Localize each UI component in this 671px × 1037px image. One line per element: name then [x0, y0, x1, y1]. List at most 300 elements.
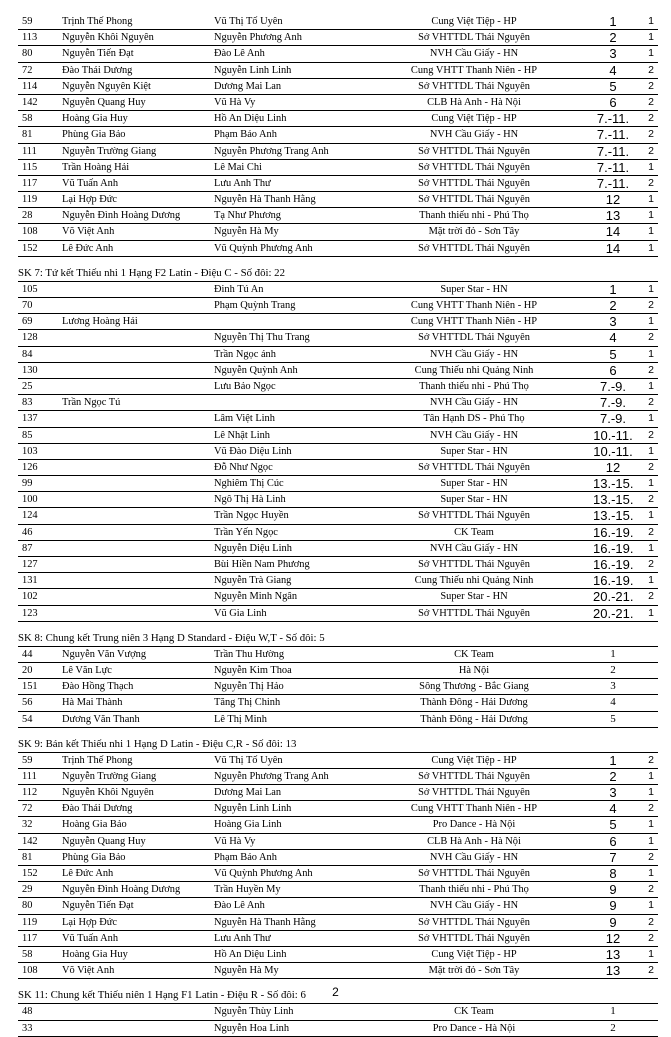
couple-number: 72 [22, 64, 33, 76]
club-name: Sở VHTTDL Thái Nguyên [418, 916, 530, 928]
female-dancer: Dương Mai Lan [214, 787, 282, 799]
couple-number: 152 [22, 868, 38, 879]
female-dancer: Nguyễn Thùy Linh [214, 1006, 294, 1018]
round-mark: 1 [648, 47, 654, 60]
female-dancer: Vũ Thị Tố Uyên [214, 16, 283, 27]
male-dancer: Võ Việt Anh [62, 965, 115, 977]
round-mark: 1 [648, 282, 654, 295]
table-row [18, 160, 658, 176]
male-dancer: Lê Đức Anh [62, 242, 114, 254]
round-mark: 1 [648, 477, 654, 490]
round-mark: 1 [648, 379, 654, 392]
club-name: Sở VHTTDL Thái Nguyên [418, 932, 530, 944]
round-mark: 2 [648, 915, 654, 928]
club-name: Sở VHTTDL Thái Nguyên [418, 607, 530, 619]
couple-number: 69 [22, 316, 33, 328]
table-row [18, 241, 658, 257]
table-row [18, 347, 658, 363]
female-dancer: Tăng Thị Chinh [214, 697, 281, 709]
placement: 1 [610, 647, 616, 660]
male-dancer: Phùng Gia Bảo [62, 129, 126, 141]
couple-number: 83 [22, 397, 33, 409]
club-name: Sở VHTTDL Thái Nguyên [418, 787, 530, 799]
couple-number: 124 [22, 510, 38, 522]
female-dancer: Nguyễn Quỳnh Anh [214, 364, 298, 376]
table-row [18, 224, 658, 240]
club-name: NVH Cầu Giấy - HN [429, 851, 519, 863]
club-name: Sở VHTTDL Thái Nguyên [418, 559, 530, 570]
round-mark: 2 [648, 590, 654, 603]
male-dancer: Dương Văn Thanh [62, 713, 140, 725]
male-dancer: Trịnh Thế Phong [62, 16, 133, 27]
club-name: Super Star - HN [440, 591, 508, 603]
couple-number: 87 [22, 542, 33, 554]
couple-number: 33 [22, 1022, 33, 1034]
female-dancer: Nguyễn Hà My [214, 226, 279, 238]
couple-number: 32 [22, 819, 33, 831]
couple-number: 128 [22, 332, 38, 344]
round-mark: 2 [648, 144, 654, 157]
couple-number: 113 [22, 32, 38, 44]
placement: 13 [605, 208, 621, 224]
round-mark: 2 [648, 883, 654, 896]
female-dancer: Hồ An Diệu Linh [214, 113, 287, 125]
round-mark: 1 [648, 786, 654, 799]
results-page [18, 14, 658, 1037]
club-name: CK Team [454, 526, 494, 538]
female-dancer: Vũ Gia Linh [214, 607, 267, 619]
placement: 16.-19. [593, 557, 634, 572]
placement: 12 [605, 192, 621, 208]
couple-number: 108 [22, 226, 38, 238]
table-row [18, 898, 658, 914]
round-mark: 2 [648, 802, 654, 815]
placement: 4 [609, 62, 617, 78]
placement: 16.-19. [593, 524, 634, 540]
female-dancer: Nguyễn Phương Anh [214, 32, 302, 44]
placement: 1 [609, 281, 617, 297]
female-dancer: Ngô Thị Hà Linh [214, 494, 286, 506]
female-dancer: Hoàng Gia Linh [214, 819, 282, 831]
placement: 13.-15. [593, 508, 634, 524]
table-row [18, 63, 658, 79]
table-row [18, 663, 658, 679]
section-title-sk11: SK 11: Chung kết Thiếu niên 1 Hạng F1 Latin - Điệu R - Số đôi: 6 [18, 988, 658, 1004]
round-mark: 2 [648, 112, 654, 125]
table-row [18, 460, 658, 476]
placement: 7.-11. [596, 143, 630, 159]
placement: 13.-15. [593, 476, 634, 492]
round-mark: 2 [648, 428, 654, 441]
female-dancer: Trần Ngọc ánh [214, 348, 276, 360]
female-dancer: Nguyễn Hà Thanh Hằng [214, 916, 316, 928]
round-mark: 2 [648, 558, 654, 570]
male-dancer: Nguyễn Trường Giang [62, 145, 157, 157]
table-row [18, 712, 658, 728]
placement: 3 [610, 680, 616, 693]
club-name: Cung VHTT Thanh Niên - HP [410, 803, 538, 815]
club-name: Cung Việt Tiệp - HP [431, 948, 517, 960]
club-name: Cung Thiếu nhi Quảng Ninh [414, 575, 534, 587]
placement: 1 [609, 14, 617, 29]
club-name: Mặt trời đỏ - Sơn Tây [428, 226, 520, 238]
section-sk8-rows [18, 647, 658, 728]
round-mark: 1 [648, 947, 654, 960]
club-name: Sở VHTTDL Thái Nguyên [418, 177, 530, 189]
female-dancer: Nguyễn Linh Linh [214, 803, 292, 815]
male-dancer: Phùng Gia Bảo [62, 851, 126, 863]
table-row [18, 753, 658, 769]
female-dancer: Nguyễn Phương Trang Anh [214, 145, 329, 157]
section-title-sk7: SK 7: Tứ kết Thiếu nhi 1 Hạng F2 Latin - Điệu C - Số đôi: 22 [18, 266, 658, 282]
male-dancer: Lương Hoàng Hải [62, 316, 138, 328]
female-dancer: Tạ Như Phương [214, 210, 281, 222]
table-row [18, 963, 658, 979]
female-dancer: Nguyễn Thị Hảo [214, 681, 284, 693]
couple-number: 20 [22, 664, 33, 676]
club-name: NVH Cầu Giấy - HN [429, 129, 519, 141]
round-mark: 2 [648, 95, 654, 108]
table-row [18, 850, 658, 866]
table-row [18, 931, 658, 947]
club-name: NVH Cầu Giấy - HN [429, 48, 519, 60]
table-row [18, 144, 658, 160]
placement: 9 [609, 898, 617, 914]
female-dancer: Lê Thị Minh [214, 713, 267, 725]
female-dancer: Đinh Tú An [214, 283, 264, 295]
placement: 13.-15. [593, 492, 634, 508]
male-dancer: Nguyễn Tiến Đạt [62, 48, 134, 60]
male-dancer: Nguyễn Tiến Đạt [62, 900, 134, 912]
couple-number: 142 [22, 96, 38, 108]
table-row [18, 444, 658, 460]
round-mark: 2 [648, 525, 654, 538]
table-row [18, 111, 658, 127]
placement: 5 [610, 712, 616, 725]
round-mark: 1 [648, 818, 654, 831]
section-continued [18, 14, 658, 257]
couple-number: 85 [22, 429, 33, 441]
club-name: Super Star - HN [440, 445, 508, 457]
couple-number: 114 [22, 80, 38, 92]
round-mark: 1 [648, 574, 654, 587]
club-name: Sở VHTTDL Thái Nguyên [418, 145, 530, 157]
male-dancer: Lê Đức Anh [62, 868, 114, 879]
female-dancer: Lê Mai Chi [214, 161, 262, 173]
couple-number: 105 [22, 283, 38, 295]
placement: 4 [609, 330, 617, 346]
club-name: Super Star - HN [440, 494, 508, 506]
section-sk11-rows [18, 1004, 658, 1036]
couple-number: 28 [22, 210, 33, 222]
table-row [18, 492, 658, 508]
round-mark: 1 [648, 193, 654, 206]
male-dancer: Nguyễn Nguyên Kiệt [62, 80, 151, 92]
placement: 16.-19. [593, 540, 634, 556]
table-row [18, 379, 658, 395]
table-row [18, 314, 658, 330]
club-name: Hà Nội [458, 664, 490, 676]
placement: 20.-21. [593, 589, 634, 605]
female-dancer: Trần Thu Hường [214, 648, 285, 660]
placement: 7.-11. [596, 127, 630, 143]
female-dancer: Đào Lê Anh [214, 900, 265, 912]
female-dancer: Nguyễn Phương Trang Anh [214, 770, 329, 782]
club-name: NVH Cầu Giấy - HN [429, 900, 519, 912]
placement: 2 [610, 1021, 616, 1034]
male-dancer: Lại Hợp Đức [62, 916, 117, 928]
club-name: Thanh thiếu nhi - Phú Thọ [419, 210, 529, 222]
couple-number: 72 [22, 803, 33, 815]
club-name: CK Team [454, 1006, 494, 1018]
male-dancer: Lại Hợp Đức [62, 194, 117, 206]
female-dancer: Lê Nhật Linh [214, 429, 270, 441]
club-name: Cung VHTT Thanh Niên - HP [410, 300, 538, 311]
table-row [18, 834, 658, 850]
couple-number: 117 [22, 177, 38, 189]
round-mark: 1 [648, 31, 654, 44]
table-row [18, 541, 658, 557]
placement: 14 [605, 240, 621, 256]
female-dancer: Nguyễn Linh Linh [214, 64, 292, 76]
couple-number: 29 [22, 884, 33, 896]
club-name: Pro Dance - Hà Nội [432, 819, 516, 831]
table-row [18, 14, 658, 30]
round-mark: 2 [648, 331, 654, 344]
couple-number: 70 [22, 300, 33, 311]
table-row [18, 30, 658, 46]
male-dancer: Nguyễn Đình Hoàng Dương [62, 884, 181, 896]
placement: 12 [605, 930, 621, 946]
club-name: Thành Đông - Hải Dương [420, 697, 528, 709]
club-name: Sở VHTTDL Thái Nguyên [418, 161, 530, 173]
couple-number: 131 [22, 575, 38, 587]
round-mark: 2 [648, 363, 654, 376]
club-name: Sông Thương - Bắc Giang [419, 681, 529, 693]
couple-number: 54 [22, 713, 33, 725]
couple-number: 119 [22, 916, 38, 928]
couple-number: 58 [22, 113, 33, 125]
club-name: Super Star - HN [440, 478, 508, 490]
placement: 2 [609, 768, 617, 784]
male-dancer: Nguyễn Khôi Nguyên [62, 787, 154, 799]
club-name: Tân Hạnh DS - Phú Thọ [423, 413, 525, 425]
club-name: Cung Việt Tiệp - HP [431, 754, 517, 766]
club-name: CLB Hà Anh - Hà Nội [427, 835, 521, 847]
couple-number: 46 [22, 526, 33, 538]
table-row [18, 817, 658, 833]
couple-number: 119 [22, 194, 38, 206]
couple-number: 127 [22, 559, 38, 570]
female-dancer: Nghiêm Thị Cúc [214, 478, 284, 490]
round-mark: 2 [648, 850, 654, 863]
couple-number: 80 [22, 900, 33, 912]
round-mark: 2 [648, 460, 654, 473]
club-name: Thanh thiếu nhi - Phú Thọ [419, 380, 529, 392]
female-dancer: Vũ Thị Tố Uyên [214, 754, 283, 766]
round-mark: 2 [648, 176, 654, 189]
female-dancer: Lưu Bảo Ngọc [214, 380, 276, 392]
club-name: NVH Cầu Giấy - HN [429, 397, 519, 409]
female-dancer: Nguyễn Hoa Linh [214, 1022, 290, 1034]
male-dancer: Nguyễn Đình Hoàng Dương [62, 210, 181, 222]
club-name: Pro Dance - Hà Nội [432, 1022, 516, 1034]
couple-number: 103 [22, 445, 38, 457]
club-name: Sở VHTTDL Thái Nguyên [418, 770, 530, 782]
page-number: 2 [332, 985, 339, 999]
table-row [18, 363, 658, 379]
round-mark: 1 [648, 769, 654, 782]
round-mark: 2 [648, 128, 654, 141]
female-dancer: Vũ Quỳnh Phương Anh [214, 868, 313, 879]
section-sk7-rows [18, 282, 658, 622]
placement: 7.-11. [596, 159, 630, 175]
round-mark: 1 [648, 834, 654, 847]
placement: 7.-9. [599, 395, 626, 411]
couple-number: 100 [22, 494, 38, 506]
round-mark: 2 [648, 299, 654, 311]
placement: 7.-11. [596, 111, 630, 127]
couple-number: 111 [22, 145, 37, 157]
couple-number: 102 [22, 591, 38, 603]
couple-number: 111 [22, 770, 37, 782]
couple-number: 112 [22, 787, 38, 799]
table-row [18, 882, 658, 898]
round-mark: 2 [648, 396, 654, 409]
placement: 6 [609, 362, 617, 378]
club-name: Cung Việt Tiệp - HP [431, 16, 517, 27]
table-row [18, 428, 658, 444]
placement: 2 [609, 298, 617, 313]
placement: 4 [609, 801, 617, 817]
table-row [18, 785, 658, 801]
round-mark: 1 [648, 606, 654, 619]
placement: 6 [609, 833, 617, 849]
club-name: Sở VHTTDL Thái Nguyên [418, 461, 530, 473]
female-dancer: Vũ Quỳnh Phương Anh [214, 242, 313, 254]
club-name: Sở VHTTDL Thái Nguyên [418, 510, 530, 522]
placement: 6 [609, 94, 617, 110]
female-dancer: Phạm Bảo Anh [214, 851, 277, 863]
table-row [18, 282, 658, 298]
placement: 16.-19. [593, 573, 634, 589]
club-name: Sở VHTTDL Thái Nguyên [418, 80, 530, 92]
table-row [18, 208, 658, 224]
placement: 8 [609, 866, 617, 881]
table-row [18, 606, 658, 622]
section-sk9-rows [18, 753, 658, 980]
male-dancer: Hà Mai Thành [62, 697, 123, 709]
club-name: NVH Cầu Giấy - HN [429, 542, 519, 554]
club-name: Thành Đông - Hải Dương [420, 713, 528, 725]
table-row [18, 176, 658, 192]
placement: 7.-11. [596, 175, 630, 191]
club-name: Cung VHTT Thanh Niên - HP [410, 64, 538, 76]
couple-number: 56 [22, 697, 33, 709]
round-mark: 1 [648, 899, 654, 912]
round-mark: 1 [648, 225, 654, 238]
table-row [18, 695, 658, 711]
table-row [18, 647, 658, 663]
male-dancer: Vũ Tuấn Anh [62, 932, 119, 944]
round-mark: 2 [648, 63, 654, 76]
table-row [18, 79, 658, 95]
female-dancer: Phạm Quỳnh Trang [214, 300, 296, 311]
round-mark: 1 [648, 241, 654, 254]
male-dancer: Nguyễn Khôi Nguyên [62, 32, 154, 44]
table-row [18, 801, 658, 817]
female-dancer: Bùi Hiền Nam Phương [214, 559, 310, 570]
female-dancer: Vũ Hà Vy [214, 96, 256, 108]
male-dancer: Nguyễn Văn Vượng [62, 648, 147, 660]
male-dancer: Nguyễn Quang Huy [62, 96, 146, 108]
section-title-sk9: SK 9: Bán kết Thiếu nhi 1 Hạng D Latin - Điệu C,R - Số đôi: 13 [18, 737, 658, 753]
couple-number: 137 [22, 413, 38, 425]
table-row [18, 1021, 658, 1037]
club-name: Sở VHTTDL Thái Nguyên [418, 868, 530, 879]
placement: 3 [609, 785, 617, 801]
female-dancer: Vũ Hà Vy [214, 835, 256, 847]
couple-number: 151 [22, 681, 38, 693]
table-row [18, 476, 658, 492]
club-name: Sở VHTTDL Thái Nguyên [418, 332, 530, 344]
round-mark: 1 [648, 209, 654, 222]
couple-number: 142 [22, 835, 38, 847]
placement: 9 [609, 882, 617, 898]
round-mark: 1 [648, 160, 654, 173]
round-mark: 1 [648, 509, 654, 522]
couple-number: 84 [22, 348, 33, 360]
female-dancer: Hồ An Diệu Linh [214, 948, 287, 960]
table-row [18, 915, 658, 931]
male-dancer: Nguyễn Trường Giang [62, 770, 157, 782]
male-dancer: Đào Thái Dương [62, 64, 133, 76]
table-row [18, 46, 658, 62]
round-mark: 2 [648, 753, 654, 766]
table-row [18, 411, 658, 427]
placement: 7.-9. [599, 411, 626, 427]
couple-number: 58 [22, 948, 33, 960]
table-row [18, 330, 658, 346]
couple-number: 48 [22, 1006, 33, 1018]
round-mark: 2 [648, 931, 654, 944]
table-row [18, 866, 658, 882]
placement: 13 [605, 963, 621, 979]
table-row [18, 947, 658, 963]
male-dancer: Hoàng Gia Bảo [62, 819, 127, 831]
placement: 1 [609, 752, 617, 768]
couple-number: 25 [22, 380, 33, 392]
couple-number: 80 [22, 48, 33, 60]
section-title-sk8: SK 8: Chung kết Trung niên 3 Hạng D Standard - Điệu W,T - Số đôi: 5 [18, 631, 658, 647]
round-mark: 1 [648, 867, 654, 879]
male-dancer: Hoàng Gia Huy [62, 948, 128, 960]
male-dancer: Nguyễn Quang Huy [62, 835, 146, 847]
round-mark: 1 [648, 315, 654, 328]
placement: 5 [609, 817, 617, 833]
club-name: Super Star - HN [440, 283, 508, 295]
placement: 7.-9. [599, 378, 626, 394]
couple-number: 99 [22, 478, 33, 490]
male-dancer: Lê Văn Lực [62, 664, 112, 676]
placement: 12 [605, 459, 621, 475]
round-mark: 1 [648, 15, 654, 27]
female-dancer: Nguyễn Thị Thu Trang [214, 332, 310, 344]
female-dancer: Nguyễn Trà Giang [214, 575, 292, 587]
female-dancer: Lưu Anh Thư [214, 177, 271, 189]
female-dancer: Nguyễn Diệu Linh [214, 542, 292, 554]
round-mark: 2 [648, 79, 654, 92]
